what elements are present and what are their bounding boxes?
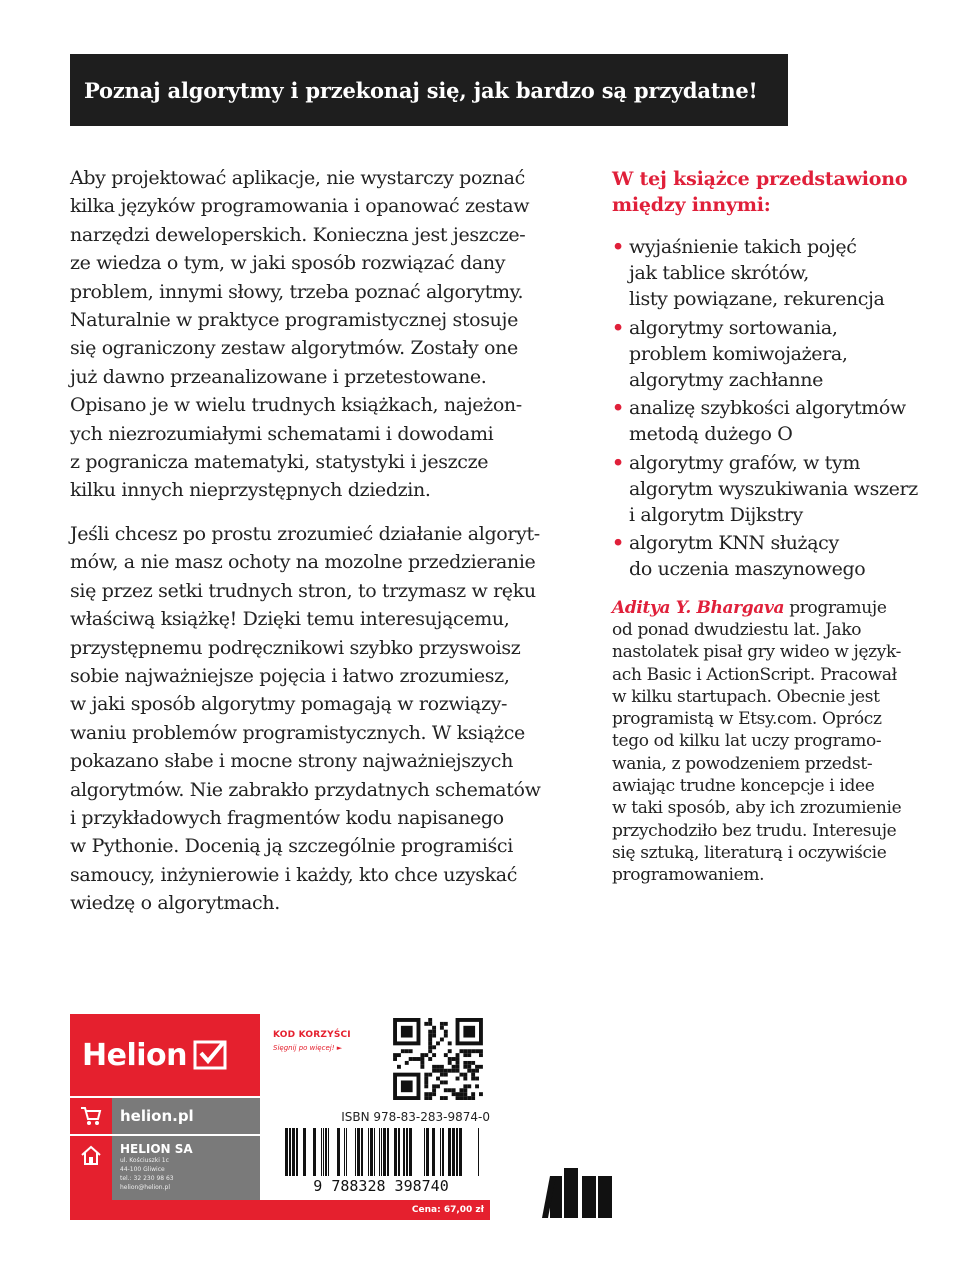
paragraph-line: w jaki sposób algorytmy pomagają w rozwiązy-	[70, 693, 508, 716]
author-bio	[612, 597, 962, 887]
highlight-line: do uczenia maszynowego	[629, 558, 866, 581]
author-bio-line: przychodziło bez trudu. Interesuje	[612, 820, 897, 841]
highlights-heading	[612, 166, 962, 218]
highlight-line: i algorytm Dijkstry	[629, 504, 803, 527]
author-bio-line: programowaniem.	[612, 865, 765, 886]
address-line: helion@helion.pl	[120, 1184, 170, 1191]
paragraph-line: z pogranicza matematyki, statystyki i jeszcze	[70, 451, 489, 474]
benefit-code-subtitle: Sięgnij po więcej! ►	[273, 1044, 343, 1052]
author-bio-line: od ponad dwudziestu lat. Jako	[612, 619, 862, 640]
home-icon	[79, 1144, 103, 1166]
publisher-block	[70, 1014, 260, 1206]
heading-line: W tej książce przedstawiono	[612, 168, 908, 190]
highlight-line: algorytm KNN służący	[629, 532, 839, 555]
bullet-icon: •	[612, 532, 624, 555]
author-bio-line: się sztuką, literaturą i oczywiście	[612, 842, 887, 863]
paragraph-line: ych niezrozumiałymi schematami i dowodami	[70, 422, 494, 445]
paragraph-line: Opisano je w wielu trudnych książkach, najeżon-	[70, 394, 522, 417]
paragraph-line: kilku innych nieprzystępnych dziedzin.	[70, 479, 431, 502]
address-line: tel.: 32 230 98 63	[120, 1175, 174, 1182]
highlight-line: analizę szybkości algorytmów	[629, 397, 906, 420]
description-paragraph	[70, 164, 595, 505]
benefit-code-title: KOD KORZYŚCI	[273, 1030, 351, 1040]
highlight-line: algorytmy grafów, w tym	[629, 451, 861, 474]
highlight-item	[612, 234, 962, 313]
author-bio-line: wania, z powodzeniem przedst-	[612, 753, 873, 774]
helion-logo-text: Helion	[82, 1037, 187, 1073]
paragraph-line: algorytmów. Nie zabrakło przydatnych schematów	[70, 778, 541, 801]
description-paragraph	[70, 520, 595, 918]
paragraph-line: kilka języków programowania i opanować zestaw	[70, 195, 530, 218]
helion-logo	[70, 1014, 260, 1096]
author-bio-line: w kilku startupach. Obecnie jest	[612, 686, 880, 707]
paragraph-line: sobie najważniejsze pojęcia i łatwo zrozumiesz,	[70, 664, 510, 687]
author-bio-line: programistą w Etsy.com. Oprócz	[612, 709, 882, 730]
paragraph-line: pokazano słabe i mocne strony najważniejszych	[70, 750, 513, 773]
paragraph-line: przystępnemu podręcznikowi szybko przyswoisz	[70, 636, 521, 659]
highlights-column	[612, 166, 962, 887]
paragraph-line: się przez setki trudnych stron, to trzymasz w ręku	[70, 579, 536, 602]
author-name: Aditya Y. Bhargava	[612, 597, 785, 618]
highlight-line: algorytmy zachłanne	[629, 369, 824, 392]
barcode-icon	[272, 1128, 490, 1194]
paragraph-line: już dawno przeanalizowane i przetestowane.	[70, 365, 487, 388]
author-bio-line: nastolatek pisał gry wideo w język-	[612, 642, 902, 663]
highlight-line: problem komiwojażera,	[629, 342, 848, 365]
barcode-digits: 9 788328 398740	[313, 1177, 449, 1194]
highlight-line: algorytm wyszukiwania wszerz	[629, 477, 918, 500]
paragraph-line: problem, innymi słowy, trzeba poznać algorytmy.	[70, 280, 524, 303]
paragraph-line: mów, a nie masz ochoty na mozolne przedzieranie	[70, 551, 536, 574]
paragraph-line: Naturalnie w praktyce programistycznej stosuje	[70, 309, 518, 332]
highlights-list	[612, 234, 962, 583]
benefit-code-block	[273, 1030, 383, 1052]
paragraph-line: właściwą książkę! Dzięki temu interesującemu,	[70, 608, 510, 631]
helion-logo-mark-icon	[193, 1039, 229, 1071]
publisher-imprint-logo-icon	[542, 1168, 622, 1220]
highlight-line: wyjaśnienie takich pojęć	[629, 236, 857, 258]
paragraph-line: w Pythonie. Docenią ją szczególnie programiści	[70, 835, 513, 858]
paragraph-line: Jeśli chcesz po prostu zrozumieć działanie algoryt-	[70, 522, 540, 545]
headline-banner	[70, 54, 788, 126]
bullet-icon: •	[612, 236, 624, 258]
author-bio-line: w taki sposób, aby ich zrozumienie	[612, 798, 902, 819]
paragraph-line: waniu problemów programistycznych. W książce	[70, 721, 525, 744]
cart-icon-cell	[70, 1098, 112, 1134]
price-bar	[70, 1200, 490, 1220]
website-link[interactable]: helion.pl	[120, 1107, 194, 1125]
cart-icon	[79, 1105, 103, 1127]
paragraph-line: narzędzi deweloperskich. Konieczna jest jeszcze-	[70, 223, 526, 246]
highlight-item	[612, 450, 962, 529]
address-line: ul. Kościuszki 1c	[120, 1157, 169, 1164]
highlight-item	[612, 395, 962, 447]
address-lines	[120, 1156, 193, 1192]
qr-code-icon[interactable]	[392, 1018, 484, 1100]
highlight-line: algorytmy sortowania,	[629, 316, 838, 339]
address-text	[112, 1136, 193, 1206]
bullet-icon: •	[612, 316, 624, 339]
description-column	[70, 164, 595, 933]
author-bio-line: tego od kilku lat uczy programo-	[612, 731, 882, 752]
headline-text: Poznaj algorytmy i przekonaj się, jak bardzo są przydatne!	[84, 77, 758, 103]
paragraph-line: Aby projektować aplikacje, nie wystarczy poznać	[70, 167, 525, 189]
author-bio-line: ach Basic i ActionScript. Pracował	[612, 664, 897, 685]
paragraph-line: samouсy, inżynierowie i każdy, kto chce uzyskać	[70, 863, 518, 886]
website-row	[70, 1096, 260, 1134]
address-line: 44-100 Gliwice	[120, 1166, 165, 1173]
paragraph-line: się ograniczony zestaw algorytmów. Zostały one	[70, 337, 518, 360]
highlight-item	[612, 530, 962, 582]
paragraph-line: ze wiedza o tym, w jaki sposób rozwiązać dany	[70, 252, 506, 275]
author-bio-line: awiając trudne koncepcje i idee	[612, 776, 875, 797]
author-first-line	[612, 597, 962, 619]
author-first-line-rest: programuje	[784, 597, 887, 618]
bullet-icon: •	[612, 451, 624, 474]
company-name: HELION SA	[120, 1142, 193, 1156]
highlight-line: jak tablice skrótów,	[629, 262, 809, 285]
heading-line: między innymi:	[612, 194, 771, 216]
highlight-line: listy powiązane, rekurencja	[629, 288, 885, 311]
highlight-line: metodą dużego O	[629, 423, 793, 446]
address-row	[70, 1134, 260, 1206]
paragraph-line: wiedzę o algorytmach.	[70, 892, 280, 915]
bullet-icon: •	[612, 397, 624, 420]
home-icon-cell	[70, 1136, 112, 1206]
highlight-item	[612, 315, 962, 394]
isbn-text: ISBN 978-83-283-9874-0	[341, 1110, 490, 1124]
price-text: Cena: 67,00 zł	[411, 1205, 484, 1215]
paragraph-line: i przykładowych fragmentów kodu napisanego	[70, 806, 504, 829]
